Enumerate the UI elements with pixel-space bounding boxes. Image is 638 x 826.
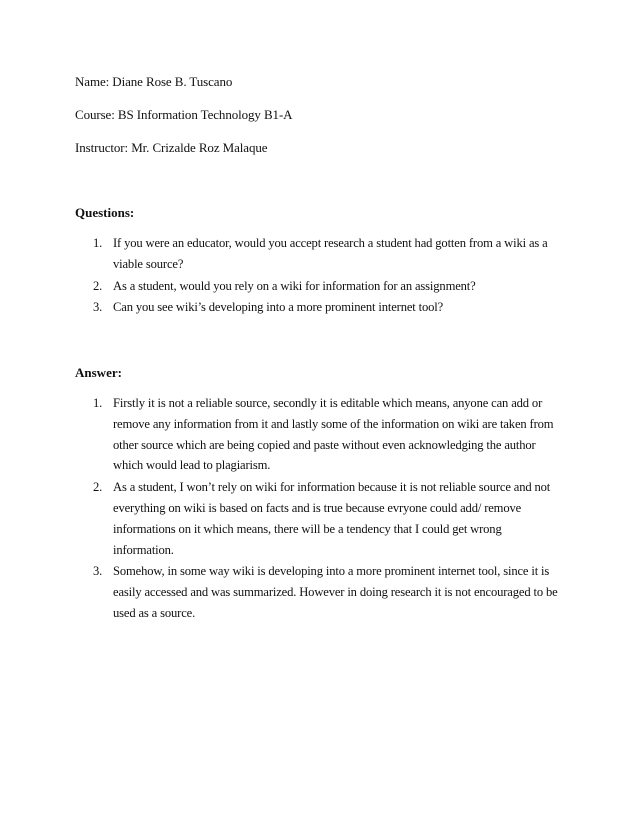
questions-heading: Questions: [75, 205, 135, 220]
answer-item [0, 477, 561, 560]
question-number: 3. [93, 300, 103, 315]
questions-list [0, 233, 561, 319]
answers-list [0, 393, 561, 625]
question-text: Can you see wiki’s developing into a more prominent internet tool? [113, 300, 444, 315]
question-number: 2. [93, 278, 103, 293]
question-item [0, 297, 561, 318]
question-item [0, 233, 561, 275]
answer-text: As a student, I won’t rely on wiki for information because it is not reliable source and not everything on wiki is based on facts and is true because evryone could add/ remove informations on it which means, there will be a tendency that I could get wrong information. [113, 480, 551, 557]
answer-item [0, 393, 561, 476]
question-text: If you were an educator, would you accept research a student had gotten from a wiki as a viable source? [113, 236, 548, 271]
answer-number: 1. [93, 396, 103, 410]
course-line: Course: BS Information Technology B1-A [75, 107, 293, 122]
answer-number: 2. [93, 480, 103, 495]
answer-text: Somehow, in some way wiki is developing into a more prominent internet tool, since it is easily accessed and was summarized. However in doing research it is not encouraged to be used as a source. [113, 564, 558, 620]
question-number: 1. [93, 236, 103, 250]
instructor-line: Instructor: Mr. Crizalde Roz Malaque [75, 140, 268, 155]
answer-text: Firstly it is not a reliable source, secondly it is editable which means, anyone can add or remove any information from it and lastly some of the information on wiki are taken from other source which are being copied and paste without even acknowledging the author which would lead to plagiarism. [113, 396, 554, 473]
student-name: Name: Diane Rose B. Tuscano [75, 74, 233, 89]
question-item [0, 276, 561, 297]
answer-heading: Answer: [75, 365, 122, 380]
question-text: As a student, would you rely on a wiki for information for an assignment? [113, 278, 476, 293]
answer-item [0, 561, 561, 623]
answer-number: 3. [93, 564, 103, 579]
